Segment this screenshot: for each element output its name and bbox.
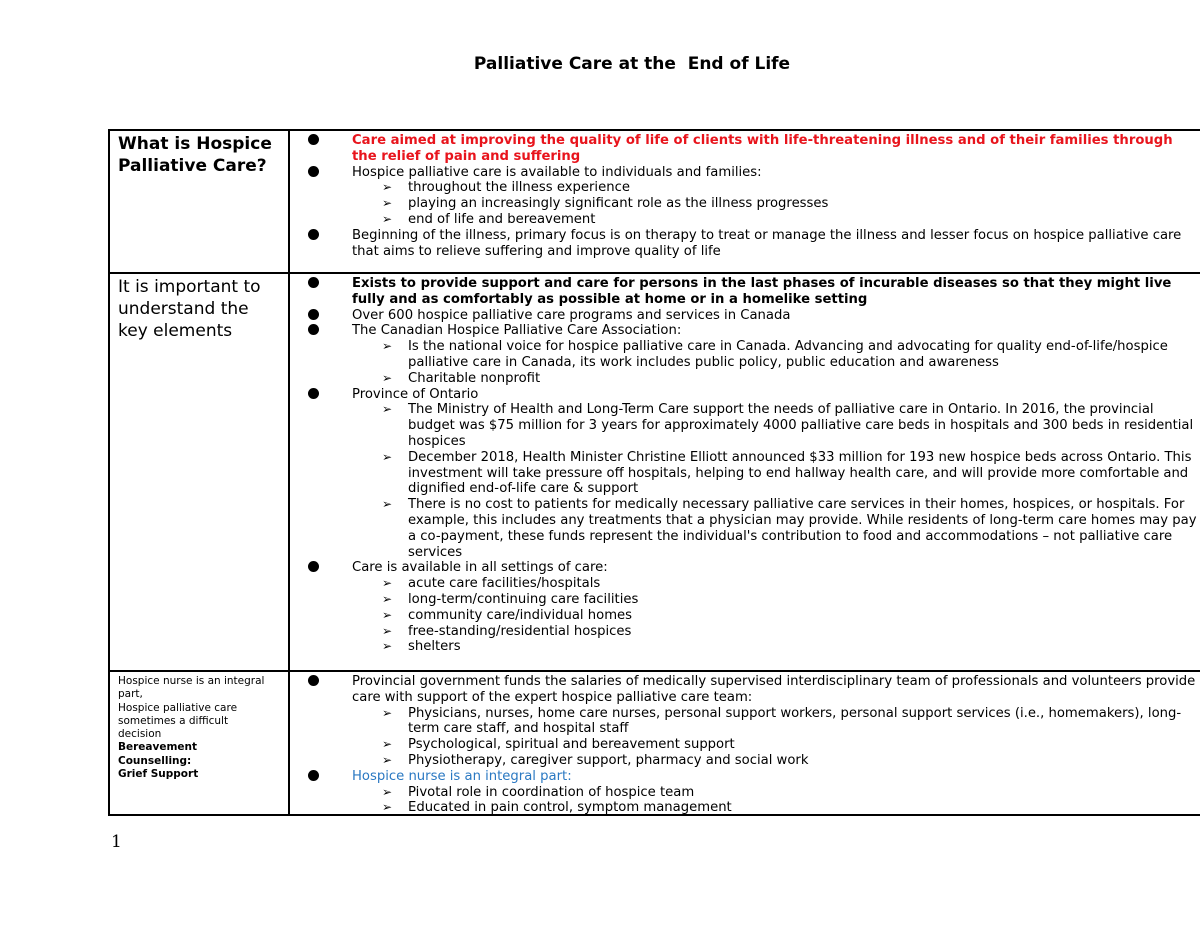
list-item: Hospice nurse is an integral part:	[290, 769, 1200, 785]
sub-list-item: ➢ end of life and bereavement	[382, 211, 596, 227]
row-heading-cell	[110, 131, 290, 272]
arrowhead-bullet-icon: ➢	[382, 639, 393, 654]
sub-list-item: ➢ throughout the illness experience	[382, 180, 630, 196]
sub-list-item: ➢ playing an increasingly significant role as the illness progresses	[382, 196, 829, 212]
arrowhead-bullet-icon: ➢	[382, 737, 393, 752]
sub-list-item: ➢ long-term/continuing care facilities	[382, 591, 639, 607]
list-item: Hospice palliative care is available to individuals and families:	[290, 165, 1200, 181]
arrowhead-bullet-icon: ➢	[382, 576, 393, 591]
row-heading-line: Grief Support	[118, 768, 199, 781]
list-item: Beginning of the illness, primary focus is on therapy to treat or manage the illness and lesser focus on hospice palliative care	[290, 228, 1200, 244]
sub-list-item-continuation: term care staff, and hospital staff	[408, 721, 629, 737]
row-heading-line: Bereavement	[118, 741, 198, 754]
table-row	[110, 274, 1200, 672]
sub-list-item: ➢ There is no cost to patients for medically necessary palliative care services in their homes, hospices, or hospitals. For	[382, 497, 1185, 513]
list-item: Provincial government funds the salaries of medically supervised interdisciplinary team of professionals and volunteers provide	[290, 674, 1200, 690]
sub-list-item: ➢ Educated in pain control, symptom management	[290, 800, 1200, 814]
sub-list-item: ➢ Pivotal role in coordination of hospice team	[382, 784, 695, 800]
list-item-continuation: that aims to relieve suffering and improve quality of life	[352, 243, 721, 259]
row-heading-line: decision	[118, 728, 162, 741]
sub-list-item: ➢ Physiotherapy, caregiver support, pharmacy and social work	[382, 752, 809, 768]
row-heading-line: sometimes a difficult	[118, 714, 229, 727]
page-number: 1	[111, 832, 122, 852]
row-heading-line: Hospice nurse is an integral	[118, 675, 265, 687]
filled-circle-bullet-icon	[308, 388, 319, 399]
list-item: Over 600 hospice palliative care programs and services in Canada	[290, 308, 1200, 324]
filled-circle-bullet-icon	[308, 134, 319, 145]
arrowhead-bullet-icon: ➢	[382, 449, 393, 464]
arrowhead-bullet-icon: ➢	[382, 497, 393, 512]
arrowhead-bullet-icon: ➢	[382, 402, 393, 417]
list-item-continuation: fully and as comfortably as possible at home or in a homelike setting	[352, 291, 868, 307]
sub-list-item: ➢ Psychological, spiritual and bereavement support	[382, 737, 735, 753]
filled-circle-bullet-icon	[308, 166, 319, 177]
arrowhead-bullet-icon: ➢	[382, 752, 393, 767]
sub-list-item-continuation: investment will take pressure off hospitals, helping to end hallway health care, and will provide more comfortable and	[408, 465, 1189, 481]
arrowhead-bullet-icon: ➢	[382, 339, 393, 354]
sub-list-item: ➢ Physicians, nurses, home care nurses, personal support workers, personal support services (i.e., homemakers), long-	[382, 705, 1182, 721]
arrowhead-bullet-icon: ➢	[382, 800, 393, 814]
arrowhead-bullet-icon: ➢	[382, 211, 393, 226]
filled-circle-bullet-icon	[308, 770, 319, 781]
filled-circle-bullet-icon	[308, 675, 319, 686]
row-heading-line: Counselling:	[118, 754, 192, 767]
sub-list-item: ➢ Charitable nonprofit	[382, 370, 541, 386]
list-item-continuation: care with support of the expert hospice palliative care team:	[352, 689, 753, 705]
sub-list-item: ➢ community care/individual homes	[382, 607, 633, 623]
sub-list-item: ➢ December 2018, Health Minister Christine Elliott announced $33 million for 193 new hospice beds across Ontario. This	[382, 449, 1192, 465]
arrowhead-bullet-icon: ➢	[382, 196, 393, 211]
arrowhead-bullet-icon: ➢	[382, 180, 393, 195]
list-item-continuation: the relief of pain and suffering	[352, 148, 581, 164]
list-item: The Canadian Hospice Palliative Care Association:	[290, 323, 1200, 339]
arrowhead-bullet-icon: ➢	[382, 370, 393, 385]
sub-list-item-continuation: hospices	[408, 433, 466, 449]
sub-list-item-continuation: budget was $75 million for 3 years for approximately 4000 palliative care beds in hospitals and 300 beds in residential	[408, 418, 1194, 434]
content-table	[108, 129, 1200, 816]
filled-circle-bullet-icon	[308, 324, 319, 335]
filled-circle-bullet-icon	[308, 309, 319, 320]
arrowhead-bullet-icon: ➢	[382, 591, 393, 606]
sub-list-item-continuation: example, this includes any treatments that a physician may provide. While residents of long-term care homes may pay	[408, 512, 1197, 528]
sub-list-item-continuation: a co-payment, these funds represent the individual's contribution to food and accommodations – not palliative care	[408, 528, 1173, 544]
arrowhead-bullet-icon: ➢	[382, 607, 393, 622]
filled-circle-bullet-icon	[308, 561, 319, 572]
table-row	[110, 672, 1200, 814]
document-title: Palliative Care at the End of Life	[473, 54, 791, 74]
row-content-cell	[290, 131, 1200, 272]
list-item: Care is available in all settings of care:	[290, 560, 1200, 576]
row-heading-cell	[110, 274, 290, 670]
table-row	[110, 131, 1200, 274]
sub-list-item: ➢ Is the national voice for hospice palliative care in Canada. Advancing and advocating for quality end-of-life/hospice	[382, 339, 1168, 355]
sub-list-item-continuation: dignified end-of-life care & support	[408, 481, 639, 497]
sub-list-item: ➢ shelters	[382, 639, 461, 655]
arrowhead-bullet-icon: ➢	[382, 784, 393, 799]
sub-list-item: ➢ acute care facilities/hospitals	[382, 576, 601, 592]
list-item: Exists to provide support and care for persons in the last phases of incurable diseases so that they might live	[290, 276, 1200, 292]
row-heading-line: part,	[118, 688, 143, 701]
arrowhead-bullet-icon: ➢	[382, 623, 393, 638]
row-heading-line: Hospice palliative care	[118, 701, 238, 714]
row-content-cell	[290, 672, 1200, 814]
sub-list-item: ➢ The Ministry of Health and Long-Term Care support the needs of palliative care in Ontario. In 2016, the provincial	[382, 402, 1154, 418]
sub-list-item-continuation: services	[408, 544, 463, 560]
list-item: Province of Ontario	[290, 387, 1200, 403]
arrowhead-bullet-icon: ➢	[382, 705, 393, 720]
row-heading: It is important to understand the key elements	[118, 277, 261, 341]
list-item: Care aimed at improving the quality of life of clients with life-threatening illness and of their families through	[290, 133, 1200, 149]
filled-circle-bullet-icon	[308, 277, 319, 288]
sub-list-item: ➢ free-standing/residential hospices	[382, 623, 632, 639]
filled-circle-bullet-icon	[308, 229, 319, 240]
row-content-cell	[290, 274, 1200, 670]
sub-list-item-continuation: palliative care in Canada, its work includes public policy, public education and awareness	[408, 354, 999, 370]
row-heading-cell	[110, 672, 290, 814]
row-heading: What is Hospice Palliative Care?	[118, 134, 272, 176]
